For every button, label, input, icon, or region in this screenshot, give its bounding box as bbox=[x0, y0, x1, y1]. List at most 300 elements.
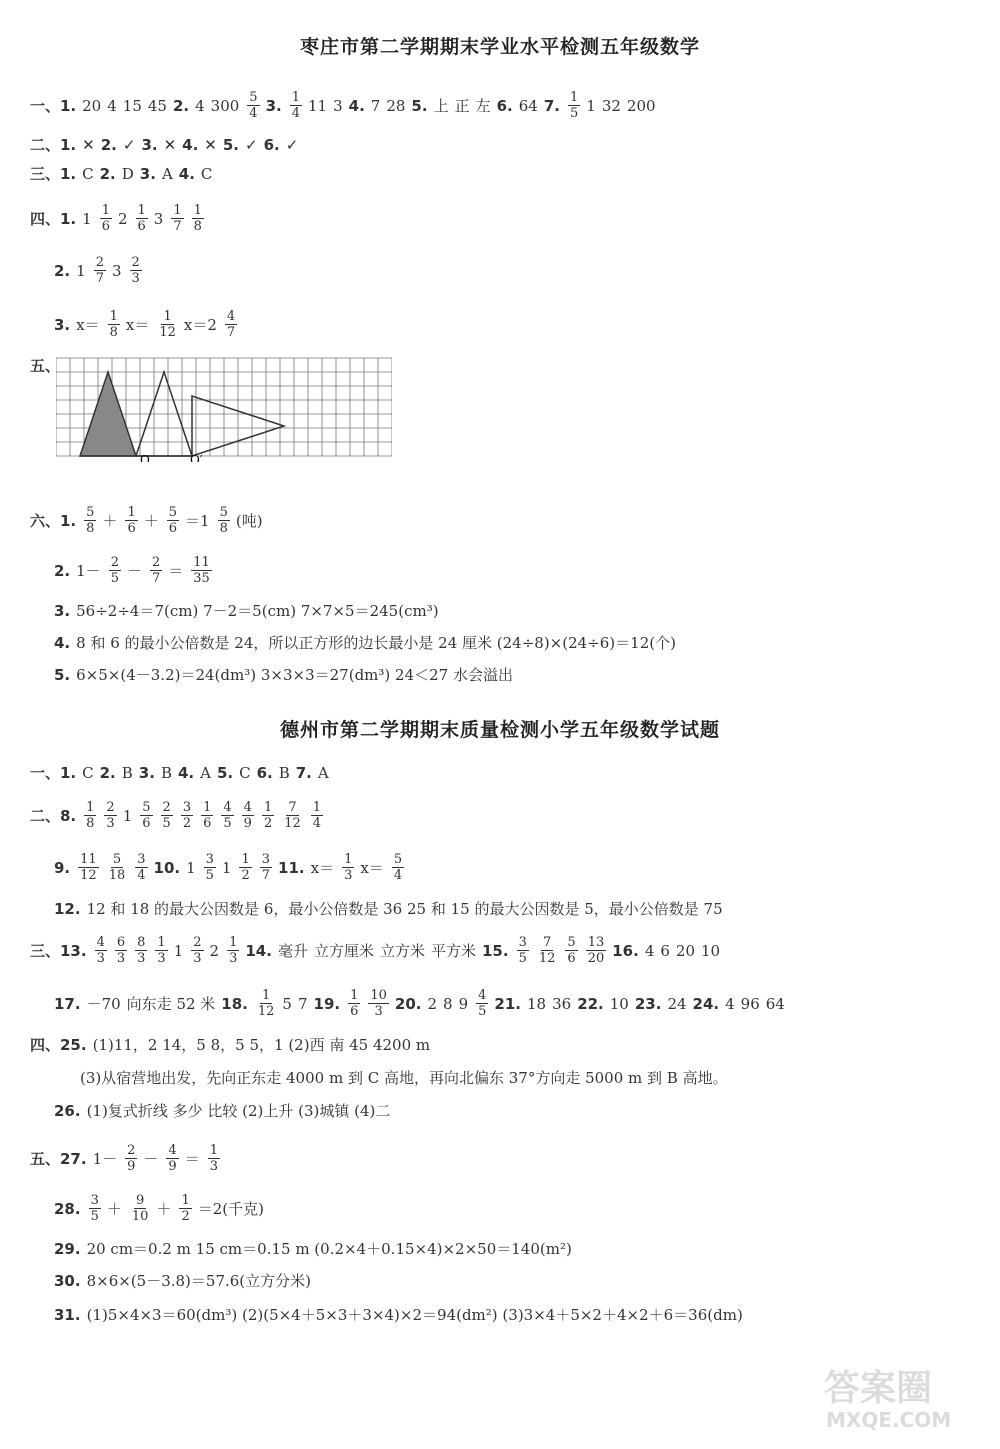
question-number: 14. bbox=[245, 941, 272, 960]
numerator: 1 bbox=[203, 800, 212, 815]
fraction bbox=[368, 988, 389, 1019]
denominator: 7 bbox=[261, 868, 271, 883]
answer-text: 8 和 6 的最小公倍数是 24，所以正方形的边长最小是 24 厘米 (24÷8)×(24÷6)＝12(个) bbox=[76, 634, 676, 652]
fraction bbox=[95, 935, 107, 966]
numerator: 4 bbox=[226, 309, 236, 324]
fraction bbox=[150, 555, 162, 586]
answer-text: 7 bbox=[297, 994, 308, 1013]
question-number: 19. bbox=[313, 994, 341, 1013]
question-number: 18. bbox=[221, 994, 248, 1013]
answer-text: 64 bbox=[518, 96, 538, 115]
answer-line bbox=[30, 1034, 436, 1055]
numerator: 1 bbox=[109, 309, 118, 324]
question-number: 一、1. bbox=[30, 764, 77, 782]
fraction bbox=[84, 800, 96, 831]
question-number: 11. bbox=[278, 858, 305, 877]
denominator: 8 bbox=[86, 816, 95, 831]
answer-text: 3 bbox=[111, 261, 122, 280]
question-number: 2. bbox=[54, 261, 71, 280]
answer-line bbox=[30, 800, 329, 831]
question-number: 3. bbox=[141, 136, 158, 154]
answer-text: 1－ bbox=[92, 1149, 118, 1168]
fraction bbox=[155, 935, 167, 966]
numerator: 7 bbox=[288, 800, 297, 815]
question-number: 5. bbox=[216, 764, 234, 782]
answer-text: 立方米 bbox=[379, 941, 425, 960]
answer-text: 1 bbox=[82, 209, 92, 228]
answer-text: ＋ bbox=[156, 1199, 172, 1218]
denominator: 3 bbox=[106, 816, 115, 831]
question-number: 29. bbox=[54, 1240, 81, 1258]
fraction bbox=[135, 852, 147, 883]
fraction bbox=[104, 800, 116, 831]
question-number: 30. bbox=[54, 1272, 81, 1290]
denominator: 5 bbox=[478, 1004, 487, 1019]
answer-text: 300 bbox=[210, 96, 240, 115]
fraction bbox=[78, 852, 99, 883]
geometry-grid bbox=[56, 352, 392, 466]
numerator: 1 bbox=[209, 1143, 218, 1158]
question-number: 五、27. bbox=[30, 1149, 87, 1168]
denominator: 7 bbox=[151, 571, 161, 586]
question-number: 5. bbox=[222, 136, 240, 154]
answer-text: D bbox=[121, 165, 134, 183]
question-number: 四、25. bbox=[30, 1036, 87, 1054]
answer-text: － bbox=[126, 561, 142, 580]
fraction bbox=[392, 852, 404, 883]
question-number: 5. bbox=[411, 96, 428, 115]
answer-line bbox=[30, 203, 210, 234]
fraction bbox=[256, 988, 277, 1019]
answer-text: 上 bbox=[433, 96, 449, 115]
answer-text: － bbox=[143, 1149, 159, 1168]
numerator: 1 bbox=[291, 90, 300, 105]
fraction bbox=[130, 255, 142, 286]
answer-text: 2 bbox=[209, 941, 220, 960]
denominator: 5 bbox=[518, 951, 527, 966]
denominator: 2 bbox=[241, 868, 250, 883]
denominator: 8 bbox=[219, 521, 228, 536]
question-number: 二、8. bbox=[30, 806, 77, 825]
denominator: 5 bbox=[162, 816, 171, 831]
answer-text: 10 bbox=[609, 994, 629, 1013]
numerator: 3 bbox=[261, 852, 271, 867]
answer-text: ＝ bbox=[168, 561, 184, 580]
numerator: 5 bbox=[393, 852, 403, 867]
answer-text: 1 bbox=[186, 858, 196, 877]
answer-text: ＝1 bbox=[185, 511, 210, 530]
fraction bbox=[204, 852, 216, 883]
fraction bbox=[171, 203, 183, 234]
answer-text: 200 bbox=[626, 96, 656, 115]
denominator: 2 bbox=[182, 816, 192, 831]
answer-text: 8 bbox=[443, 994, 453, 1013]
fraction bbox=[208, 1143, 220, 1174]
numerator: 11 bbox=[80, 852, 97, 867]
question-number: 10. bbox=[153, 858, 181, 877]
answer-text: 96 bbox=[740, 994, 760, 1013]
denominator: 12 bbox=[257, 1004, 275, 1019]
answer-text: 5 bbox=[282, 994, 292, 1013]
fraction bbox=[89, 1193, 101, 1224]
numerator: 5 bbox=[219, 505, 228, 520]
denominator: 4 bbox=[312, 816, 322, 831]
numerator: 7 bbox=[542, 935, 552, 950]
answer-text: 1 bbox=[122, 806, 133, 825]
fraction bbox=[290, 90, 302, 121]
question-number: 5. bbox=[54, 666, 71, 684]
answer-text: ✕ bbox=[82, 136, 95, 154]
answer-text: 6 bbox=[660, 941, 670, 960]
answer-text: 20 bbox=[675, 941, 695, 960]
question-number: 4. bbox=[177, 764, 195, 782]
fraction bbox=[125, 1143, 137, 1174]
answer-text: 32 bbox=[601, 96, 621, 115]
question-number: 31. bbox=[54, 1306, 81, 1324]
answer-text: C bbox=[200, 165, 213, 183]
numerator: 2 bbox=[162, 800, 171, 815]
answer-line bbox=[54, 1193, 270, 1224]
answer-text: x＝2 bbox=[183, 315, 217, 334]
watermark-logo: 答案圈 MXQE.COM bbox=[824, 1368, 952, 1432]
question-number: 二、1. bbox=[30, 136, 77, 154]
answer-text: 2 bbox=[117, 209, 128, 228]
question-number: 2. bbox=[100, 136, 117, 154]
answer-line bbox=[30, 163, 218, 184]
question-number: 2. bbox=[172, 96, 190, 115]
denominator: 6 bbox=[137, 219, 146, 234]
answer-text: 1 bbox=[221, 858, 232, 877]
question-number: 3. bbox=[138, 764, 155, 782]
numerator: 5 bbox=[112, 852, 122, 867]
denominator: 5 bbox=[205, 868, 214, 883]
denominator: 5 bbox=[223, 816, 232, 831]
denominator: 2 bbox=[181, 1209, 190, 1224]
fraction bbox=[342, 852, 354, 883]
question-number: 2. bbox=[54, 561, 71, 580]
answer-line bbox=[54, 852, 410, 883]
answer-line bbox=[54, 988, 791, 1019]
answer-text: 15 bbox=[122, 96, 142, 115]
numerator: 1 bbox=[101, 203, 110, 218]
question-number: 6. bbox=[256, 764, 273, 782]
denominator: 9 bbox=[127, 1159, 136, 1174]
question-number: 15. bbox=[482, 941, 509, 960]
answer-line bbox=[54, 664, 519, 685]
answer-line bbox=[54, 555, 218, 586]
numerator: 1 bbox=[262, 988, 271, 1003]
question-number: 一、1. bbox=[30, 96, 77, 115]
answer-text: 56÷2÷4＝7(cm) 7－2＝5(cm) 7×7×5＝245(cm³) bbox=[76, 602, 439, 620]
denominator: 20 bbox=[587, 951, 605, 966]
answer-text: B bbox=[121, 764, 133, 782]
answer-text: C bbox=[82, 764, 94, 782]
fraction bbox=[167, 505, 179, 536]
denominator: 18 bbox=[108, 868, 126, 883]
denominator: 6 bbox=[101, 219, 110, 234]
answer-text: B bbox=[160, 764, 172, 782]
denominator: 9 bbox=[168, 1159, 177, 1174]
answer-text: x＝ bbox=[125, 315, 150, 334]
answer-text: ＋ bbox=[102, 511, 118, 530]
question-number: 21. bbox=[494, 994, 521, 1013]
answer-text: 36 bbox=[552, 994, 572, 1013]
answer-line bbox=[30, 762, 335, 783]
numerator: 2 bbox=[110, 555, 119, 570]
numerator: 3 bbox=[205, 852, 214, 867]
denominator: 7 bbox=[95, 271, 104, 286]
question-number: 3. bbox=[265, 96, 282, 115]
answer-text: 3 bbox=[333, 96, 343, 115]
denominator: 5 bbox=[90, 1209, 99, 1224]
question-number: 2. bbox=[99, 764, 116, 782]
answer-line bbox=[30, 90, 662, 121]
denominator: 12 bbox=[80, 868, 97, 883]
question-number: 12. bbox=[54, 900, 81, 918]
numerator: 2 bbox=[95, 255, 104, 270]
denominator: 9 bbox=[243, 816, 252, 831]
question-number: 4. bbox=[182, 136, 199, 154]
fraction bbox=[109, 555, 121, 586]
fraction bbox=[348, 988, 360, 1019]
answer-text: (吨) bbox=[235, 511, 263, 530]
answer-text: 28 bbox=[386, 96, 406, 115]
fraction bbox=[242, 800, 254, 831]
answer-line bbox=[30, 134, 304, 155]
answer-text: 3 bbox=[153, 209, 164, 228]
answer-text: 1－ bbox=[76, 561, 101, 580]
answer-text: (3)从宿营地出发，先向正东走 4000 m 到 C 高地，再向北偏东 37°方向走 5000 m 到 B 高地。 bbox=[80, 1069, 728, 1087]
fraction bbox=[227, 935, 239, 966]
answer-text: 1 bbox=[173, 941, 184, 960]
fraction bbox=[157, 309, 178, 340]
numerator: 9 bbox=[136, 1193, 145, 1208]
answer-text: x＝ bbox=[310, 858, 335, 877]
answer-text: ✓ bbox=[285, 136, 299, 154]
denominator: 6 bbox=[168, 521, 178, 536]
fraction bbox=[115, 935, 127, 966]
numerator: 3 bbox=[518, 935, 527, 950]
denominator: 8 bbox=[193, 219, 202, 234]
numerator: 1 bbox=[263, 800, 273, 815]
answer-text: 18 bbox=[527, 994, 547, 1013]
numerator: 5 bbox=[168, 505, 178, 520]
answer-line bbox=[54, 1238, 578, 1259]
numerator: 3 bbox=[182, 800, 192, 815]
fraction bbox=[476, 988, 488, 1019]
fraction bbox=[125, 505, 137, 536]
answer-text: 6×5×(4－3.2)＝24(dm³) 3×3×3＝27(dm³) 24＜27 水会溢出 bbox=[76, 666, 513, 684]
fraction bbox=[239, 852, 251, 883]
answer-text: 正 bbox=[454, 96, 470, 115]
fraction bbox=[130, 1193, 151, 1224]
answer-line bbox=[54, 1100, 396, 1121]
answer-text: ✓ bbox=[245, 136, 258, 154]
answer-text: C bbox=[239, 764, 251, 782]
answer-text: x＝ bbox=[360, 858, 384, 877]
numerator: 4 bbox=[243, 800, 252, 815]
fraction bbox=[84, 505, 96, 536]
fraction bbox=[225, 309, 237, 340]
question-number: 4. bbox=[178, 165, 195, 183]
fraction bbox=[136, 203, 148, 234]
denominator: 3 bbox=[157, 951, 166, 966]
denominator: 8 bbox=[109, 325, 118, 340]
fraction bbox=[201, 800, 213, 831]
numerator: 1 bbox=[229, 935, 238, 950]
answer-line bbox=[30, 1143, 226, 1174]
answer-text: 4 bbox=[644, 941, 655, 960]
answer-line bbox=[54, 898, 729, 919]
numerator: 4 bbox=[168, 1143, 177, 1158]
answer-text: 向东走 52 米 bbox=[126, 994, 216, 1013]
denominator: 6 bbox=[350, 1004, 359, 1019]
fraction bbox=[282, 800, 303, 831]
point-o-label: O bbox=[140, 453, 150, 462]
question-number: 28. bbox=[54, 1199, 81, 1218]
section-title: 德州市第二学期期末质量检测小学五年级数学试题 bbox=[279, 719, 720, 741]
question-number: 三、13. bbox=[30, 941, 87, 960]
answer-text: 左 bbox=[475, 96, 491, 115]
answer-line bbox=[54, 600, 445, 621]
numerator: 5 bbox=[142, 800, 151, 815]
answer-text: 64 bbox=[765, 994, 785, 1013]
answer-text: 4 bbox=[107, 96, 117, 115]
denominator: 12 bbox=[538, 951, 556, 966]
denominator: 3 bbox=[374, 1004, 383, 1019]
fraction bbox=[221, 800, 233, 831]
denominator: 6 bbox=[127, 521, 136, 536]
fraction bbox=[311, 800, 323, 831]
question-number: 3. bbox=[54, 602, 71, 620]
answer-text: (1)11，2 14，5 8，5 5，1 (2)西 南 45 4200 m bbox=[92, 1036, 431, 1054]
fraction bbox=[565, 935, 577, 966]
section-label: 五、 bbox=[30, 357, 61, 375]
fraction bbox=[100, 203, 112, 234]
answer-line bbox=[54, 1304, 749, 1325]
denominator: 6 bbox=[567, 951, 576, 966]
answer-text: 12 和 18 的最大公因数是 6，最小公倍数是 36 25 和 15 的最大公因数是 5，最小公倍数是 75 bbox=[86, 900, 723, 918]
fraction bbox=[108, 309, 120, 340]
answer-text: ✓ bbox=[122, 136, 136, 154]
answer-text: x＝ bbox=[76, 315, 100, 334]
numerator: 6 bbox=[116, 935, 126, 950]
answer-text: A bbox=[317, 764, 329, 782]
numerator: 1 bbox=[163, 309, 172, 324]
numerator: 1 bbox=[127, 505, 136, 520]
question-number: 7. bbox=[543, 96, 560, 115]
numerator: 1 bbox=[137, 203, 146, 218]
numerator: 4 bbox=[223, 800, 232, 815]
answer-text: 11 bbox=[308, 96, 328, 115]
numerator: 1 bbox=[181, 1193, 190, 1208]
denominator: 12 bbox=[159, 325, 176, 340]
question-number: 23. bbox=[634, 994, 662, 1013]
fraction bbox=[191, 555, 212, 586]
numerator: 1 bbox=[312, 800, 322, 815]
answer-text: C bbox=[82, 165, 94, 183]
question-number: 3. bbox=[54, 315, 71, 334]
denominator: 12 bbox=[284, 816, 301, 831]
numerator: 2 bbox=[151, 555, 161, 570]
denominator: 6 bbox=[203, 816, 212, 831]
answer-text: 10 bbox=[701, 941, 721, 960]
fraction bbox=[181, 800, 193, 831]
question-number: 24. bbox=[692, 994, 720, 1013]
denominator: 35 bbox=[193, 571, 210, 586]
answer-text: 8×6×(5－3.8)＝57.6(立方分米) bbox=[86, 1272, 312, 1290]
numerator: 5 bbox=[249, 90, 258, 105]
denominator: 7 bbox=[173, 219, 182, 234]
answer-line bbox=[30, 505, 269, 536]
answer-line bbox=[54, 255, 148, 286]
denominator: 3 bbox=[209, 1159, 218, 1174]
answer-text: 20 bbox=[82, 96, 102, 115]
answer-line bbox=[54, 1270, 317, 1291]
denominator: 5 bbox=[110, 571, 119, 586]
answer-text: 45 bbox=[147, 96, 167, 115]
answer-text: A bbox=[200, 764, 211, 782]
numerator: 2 bbox=[106, 800, 115, 815]
answer-line bbox=[30, 935, 726, 966]
denominator: 3 bbox=[137, 951, 146, 966]
answer-text: ＋ bbox=[143, 511, 159, 530]
numerator: 2 bbox=[127, 1143, 136, 1158]
answer-text: ＝ bbox=[184, 1149, 200, 1168]
answer-text: 4 bbox=[195, 96, 205, 115]
answer-text: B bbox=[278, 764, 290, 782]
answer-text: 平方米 bbox=[430, 941, 476, 960]
question-number: 四、1. bbox=[30, 209, 77, 228]
denominator: 5 bbox=[569, 106, 579, 121]
question-number: 17. bbox=[54, 994, 81, 1013]
answer-text: 1 bbox=[586, 96, 596, 115]
fraction bbox=[537, 935, 558, 966]
denominator: 4 bbox=[393, 868, 403, 883]
answer-text: (1)5×4×3＝60(dm³) (2)(5×4＋5×3＋3×4)×2＝94(dm²) (3)3×4＋5×2＋4×2＋6＝36(dm) bbox=[86, 1306, 743, 1324]
fraction bbox=[166, 1143, 178, 1174]
numerator: 5 bbox=[86, 505, 95, 520]
grid-figure bbox=[56, 352, 392, 462]
question-number: 22. bbox=[577, 994, 604, 1013]
answer-text: (1)复式折线 多少 比较 (2)上升 (3)城镇 (4)二 bbox=[86, 1102, 391, 1120]
question-number: 三、1. bbox=[30, 165, 77, 183]
answer-text: 9 bbox=[458, 994, 469, 1013]
answer-text: 2 bbox=[427, 994, 438, 1013]
numerator: 2 bbox=[193, 935, 202, 950]
numerator: 1 bbox=[86, 800, 95, 815]
fraction bbox=[94, 255, 106, 286]
denominator: 10 bbox=[131, 1209, 149, 1224]
answer-text: ✕ bbox=[163, 136, 177, 154]
question-number: 4. bbox=[348, 96, 365, 115]
question-number: 9. bbox=[54, 858, 71, 877]
denominator: 3 bbox=[131, 271, 140, 286]
numerator: 8 bbox=[137, 935, 146, 950]
numerator: 1 bbox=[157, 935, 166, 950]
question-number: 6. bbox=[496, 96, 513, 115]
fraction bbox=[191, 935, 203, 966]
numerator: 10 bbox=[370, 988, 387, 1003]
fraction bbox=[586, 935, 607, 966]
fraction bbox=[247, 90, 259, 121]
answer-text: ＋ bbox=[106, 1199, 122, 1218]
denominator: 3 bbox=[193, 951, 202, 966]
fraction bbox=[140, 800, 152, 831]
question-number: 六、1. bbox=[30, 511, 77, 530]
answer-text: 4 bbox=[725, 994, 735, 1013]
denominator: 2 bbox=[263, 816, 273, 831]
